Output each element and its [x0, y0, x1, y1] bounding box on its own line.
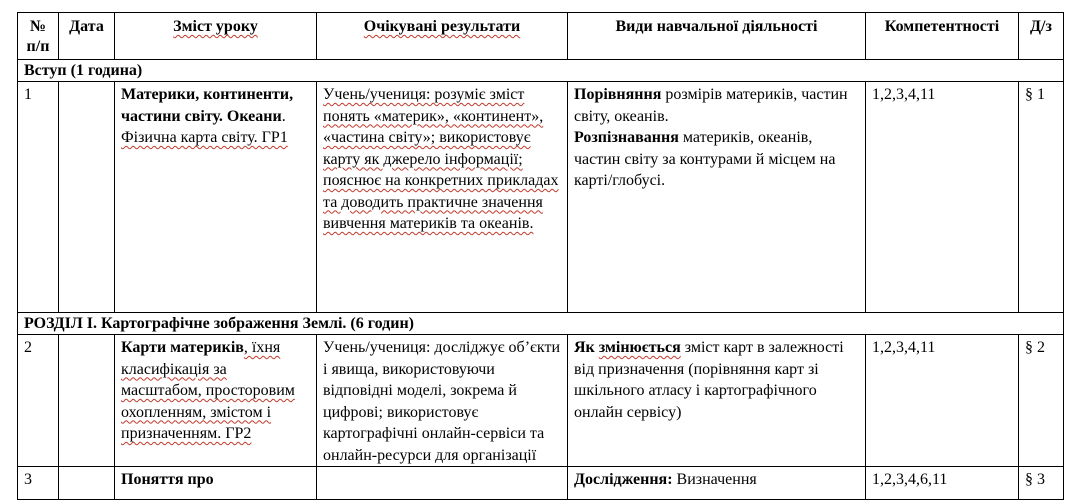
cell-content: [115, 82, 317, 313]
cell-homework: § 1: [1019, 82, 1064, 313]
table-row: [18, 82, 1064, 313]
cell-homework: § 3: [1019, 467, 1064, 500]
cell-num: 1: [18, 82, 59, 313]
header-competences: Компетентності: [866, 13, 1019, 60]
header-date: Дата: [59, 13, 115, 60]
activity-text: материків, океанів, частин світу за контурами й місцем на карті/глобусі.: [574, 129, 836, 189]
activity-bold: Порівняння: [574, 86, 662, 103]
content-rest: Фізична карта світу. ГР1: [121, 129, 288, 146]
results-text: Учень/учениця: досліджує об’єкти і явища, використовуючи відповідні моделі, зокрема й цифрові; використовує картографічні онлайн-сервіси та онлайн-ресурси для організації: [323, 339, 561, 464]
cell-results: [317, 335, 568, 467]
cell-results: [317, 467, 568, 500]
header-content: [115, 13, 317, 60]
cell-date: [59, 335, 115, 467]
header-results: [317, 13, 568, 60]
table-row: [18, 335, 1064, 467]
table-row: [18, 467, 1064, 500]
cell-activities: [568, 335, 866, 467]
activity-text: Визначення: [672, 471, 757, 488]
cell-date: [59, 82, 115, 313]
cell-competences: 1,2,3,4,11: [866, 82, 1019, 313]
section-title: РОЗДІЛ І. Картографічне зображення Землі. (6 годин): [18, 313, 1064, 335]
section-row-cartography: [18, 313, 1064, 335]
lesson-plan-table: [17, 12, 1064, 500]
header-content-text: Зміст уроку: [173, 18, 258, 35]
cell-activities: [568, 82, 866, 313]
cell-content: Поняття про: [115, 467, 317, 500]
cell-homework: § 2: [1019, 335, 1064, 467]
results-text: Учень/учениця: розуміє зміст понять «материк», «континент», «частина світу»; використовує карту як джерело інформації; пояснює на конкретних прикладах та доводить практичне значення вивчення материків та океанів.: [323, 86, 559, 232]
activity-bold: Дослідження:: [574, 471, 673, 488]
content-rest: , їхня класифікація за масштабом, просторовим охопленням, змістом і призначенням. ГР2: [121, 339, 295, 442]
header-activities: Види навчальної діяльності: [568, 13, 866, 60]
header-results-text: Очікувані результати: [363, 18, 521, 35]
activity-bold: Розпізнавання: [574, 129, 679, 146]
content-dot: .: [281, 107, 286, 125]
content-bold: Карти материків: [121, 339, 244, 356]
header-homework: Д/з: [1019, 13, 1064, 60]
cell-content: [115, 335, 317, 467]
activity-text: зміст карт в залежності від призначення (порівняння карт зі шкільного атласу і картографічного онлайн сервісу): [574, 339, 844, 421]
section-title: Вступ (1 година): [18, 60, 1064, 82]
cell-activities: [568, 467, 866, 500]
cell-date: [59, 467, 115, 500]
activity-bold: змінюється: [598, 339, 681, 356]
cell-competences: 1,2,3,4,11: [866, 335, 1019, 467]
cell-results: [317, 82, 568, 313]
header-num: № п/п: [18, 13, 59, 60]
section-row-intro: [18, 60, 1064, 82]
cell-num: 2: [18, 335, 59, 467]
activity-bold: Як: [574, 339, 599, 356]
activity-text: розмірів материків, частин світу, океанів.: [574, 86, 848, 125]
content-bold: Материки, континенти, частини світу. Океани: [121, 86, 294, 125]
cell-num: 3: [18, 467, 59, 500]
header-row: [18, 13, 1064, 60]
cell-competences: 1,2,3,4,6,11: [866, 467, 1019, 500]
